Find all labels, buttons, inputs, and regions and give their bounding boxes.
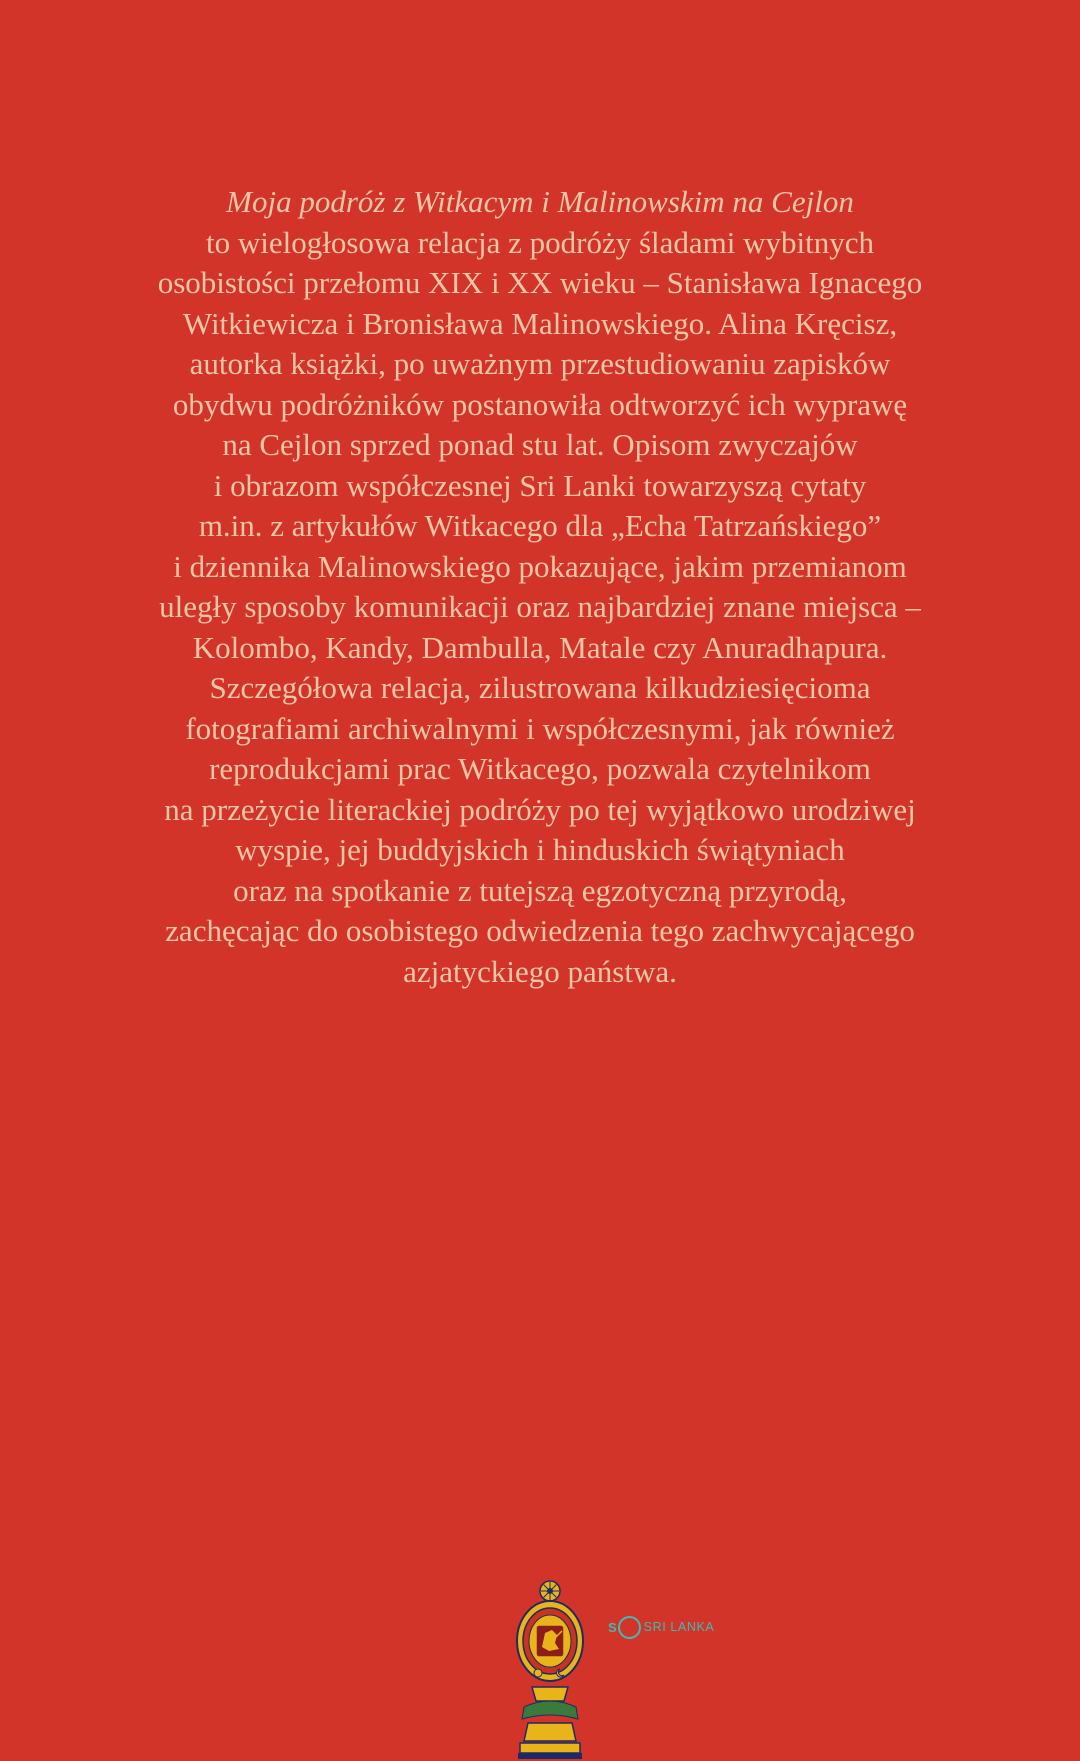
blurb-line: zachęcając do osobistego odwiedzenia tego zachwycającego [165,913,915,948]
circle-icon [618,1616,641,1639]
blurb-line: wyspie, jej buddyjskich i hinduskich świątyniach [235,832,845,867]
book-title: Moja podróż z Witkacym i Malinowskim na Cejlon [226,184,854,219]
sri-lanka-logo [608,1612,714,1642]
blurb-line: obydwu podróżników postanowiła odtworzyć ich wyprawę [172,386,908,422]
blurb-line: Szczegółowa relacja, zilustrowana kilkudziesięcioma [209,670,871,705]
sri-lanka-emblem-icon [516,1577,584,1761]
blurb-line: Kolombo, Kandy, Dambulla, Matale czy Anuradhapura. [192,629,888,665]
blurb-line: azjatyckiego państwa. [403,953,677,989]
blurb-line: na Cejlon sprzed ponad stu lat. Opisom zwyczajów [222,427,858,462]
blurb-line: reprodukcjami prac Witkacego, pozwala czytelnikom [209,751,871,786]
blurb-line: oraz na spotkanie z tutejszą egzotyczną przyrodą, [233,872,847,908]
blurb-line: osobistości przełomu XIX i XX wieku – Stanisława Ignacego [157,265,923,300]
blurb-line: fotografiami archiwalnymi i współczesnymi, jak również [185,710,895,746]
blurb-line: autorka książki, po uważnym przestudiowaniu zapisków [189,346,891,381]
blurb-line: m.in. z artykułów Witkacego dla „Echa Tatrzańskiego” [198,508,882,543]
blurb-line: i dziennika Malinowskiego pokazujące, jakim przemianom [173,548,907,584]
blurb-line: i obrazom współczesnej Sri Lanki towarzyszą cytaty [213,467,867,503]
blurb-line: uległy sposoby komunikacji oraz najbardziej znane miejsca – [159,589,921,624]
blurb-line: Witkiewicza i Bronisława Malinowskiego. Alina Kręcisz, [182,305,898,341]
sri-lanka-logo-text: SRI LANKA [643,1620,715,1634]
back-cover-blurb [100,182,980,992]
sri-lanka-logo-letter: S [608,1619,617,1635]
blurb-line: na przeżycie literackiej podróży po tej wyjątkowo urodziwej [164,791,916,827]
blurb-line: to wielogłosowa relacja z podróży śladami wybitnych [205,224,875,260]
